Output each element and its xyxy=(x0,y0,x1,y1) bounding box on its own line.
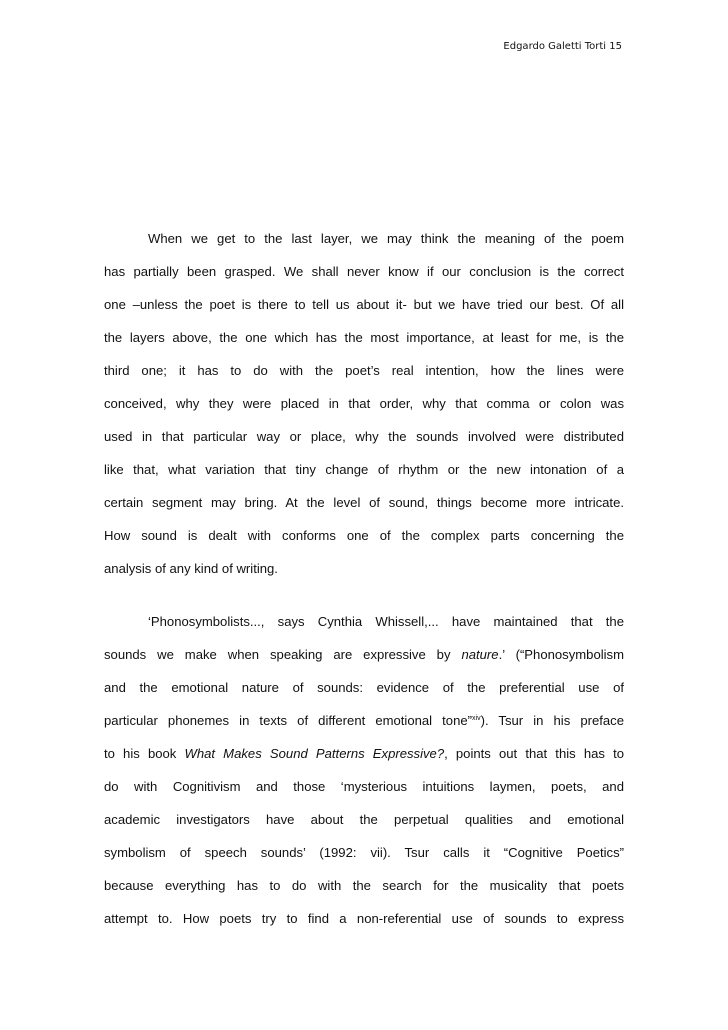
paragraph-line xyxy=(104,737,624,770)
paragraph-line: academic investigators have about the perpetual qualities and emotional xyxy=(104,812,624,827)
paragraph-line: used in that particular way or place, why the sounds involved were distributed xyxy=(104,429,624,444)
paragraph-line: symbolism of speech sounds’ (1992: vii). Tsur calls it “Cognitive Poetics” xyxy=(104,845,624,860)
book-title: What Makes Sound Patterns Expressive? xyxy=(184,746,445,761)
paragraph-line: When we get to the last layer, we may think the meaning of the poem xyxy=(148,231,624,246)
paragraph-line xyxy=(104,638,624,671)
paragraph-line: one –unless the poet is there to tell us about it- but we have tried our best. Of all xyxy=(104,297,624,312)
running-header: Edgardo Galetti Torti 15 xyxy=(503,41,622,52)
endnote-reference: xiv xyxy=(472,715,481,722)
paragraph-line: How sound is dealt with conforms one of the complex parts concerning the xyxy=(104,528,624,543)
emphasis-text: nature xyxy=(461,647,499,662)
paragraph-line: conceived, why they were placed in that order, why that comma or colon was xyxy=(104,396,624,411)
paragraph-1 xyxy=(104,222,624,585)
paragraph-line: has partially been grasped. We shall never know if our conclusion is the correct xyxy=(104,264,624,279)
paragraph-line: attempt to. How poets try to find a non-referential use of sounds to express xyxy=(104,911,624,926)
paragraph-line: like that, what variation that tiny change of rhythm or the new intonation of a xyxy=(104,462,624,477)
paragraph-line xyxy=(104,704,624,737)
paragraph-2 xyxy=(104,605,624,935)
paragraph-line: analysis of any kind of writing. xyxy=(104,561,278,576)
text-run: .’ (“Phonosymbolism xyxy=(498,647,624,662)
text-run: to his book xyxy=(104,746,185,761)
paragraph-spacer xyxy=(104,585,624,605)
paragraph-line: certain segment may bring. At the level of sound, things become more intricate. xyxy=(104,495,624,510)
text-run: particular phonemes in texts of different emotional tone” xyxy=(104,713,473,728)
paragraph-line: third one; it has to do with the poet’s real intention, how the lines were xyxy=(104,363,624,378)
text-run: sounds we make when speaking are expressive by xyxy=(104,647,462,662)
body-text xyxy=(104,222,624,935)
text-run: ). Tsur in his preface xyxy=(480,713,624,728)
paragraph-line: do with Cognitivism and those ‘mysterious intuitions laymen, poets, and xyxy=(104,779,624,794)
paragraph-line: and the emotional nature of sounds: evidence of the preferential use of xyxy=(104,680,624,695)
text-run: , points out that this has to xyxy=(444,746,624,761)
paragraph-line: because everything has to do with the search for the musicality that poets xyxy=(104,878,624,893)
paragraph-line: ‘Phonosymbolists..., says Cynthia Whissell,... have maintained that the xyxy=(148,614,624,629)
paragraph-line: the layers above, the one which has the most importance, at least for me, is the xyxy=(104,330,624,345)
